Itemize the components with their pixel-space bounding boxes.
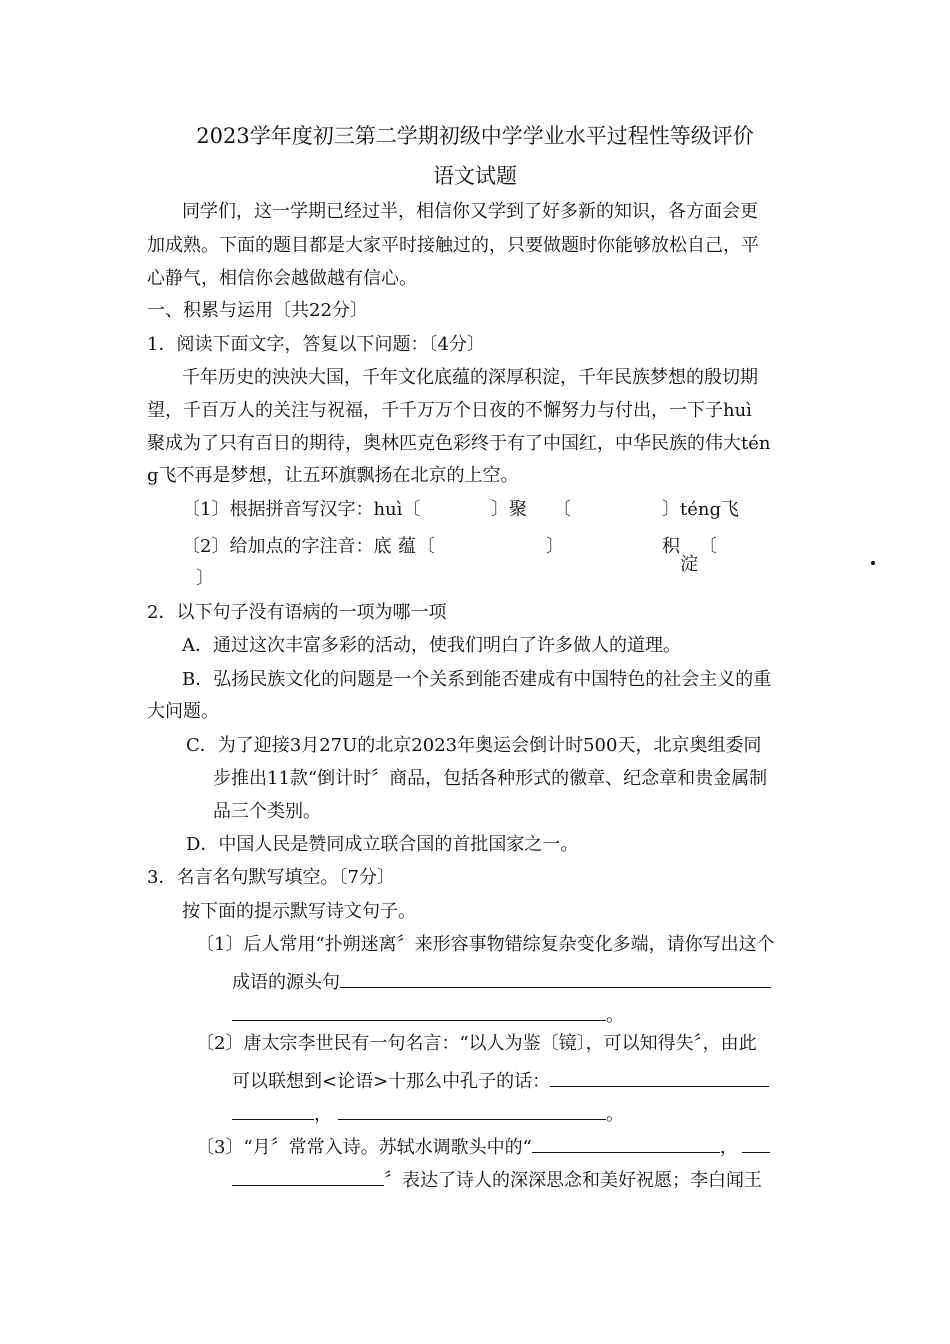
q1-passage-line-1: 千年历史的泱泱大国，千年文化底蕴的深厚积淀，千年民族梦想的殷切期 xyxy=(182,367,758,388)
q3-item1-prompt: 成语的源头句 xyxy=(232,972,340,993)
q3-item1-line-3 xyxy=(232,1002,624,1025)
answer-blank[interactable] xyxy=(340,969,771,988)
q1-sub2-dotted-char-2: 淀 xyxy=(680,556,950,574)
q1-sub2-dotted-char-1: 蕴 xyxy=(398,538,950,556)
q3-item2-line-2 xyxy=(232,1068,769,1091)
q3-item3-comma: ， xyxy=(719,1137,738,1158)
exam-subtitle: 语文试题 xyxy=(433,164,517,188)
answer-blank[interactable] xyxy=(338,1101,606,1120)
q2-option-c-line-3: 品三个类别。 xyxy=(213,801,321,822)
q2-option-b-line-2: 大问题。 xyxy=(147,701,219,722)
q1-stem: 1．阅读下面文字，答复以下问题：〔4分〕 xyxy=(147,334,485,355)
q3-item2-comma: ， xyxy=(314,1104,332,1125)
exam-title: 2023学年度初三第二学期初级中学学业水平过程性等级评价 xyxy=(196,124,754,148)
q2-option-c-line-1: C．为了迎接3月27U的北京2023年奥运会倒计时500天，北京奥组委同 xyxy=(186,735,762,756)
answer-blank[interactable] xyxy=(232,1167,384,1186)
q1-sub2-open1: 〔 xyxy=(417,536,435,557)
q3-item2-period: 。 xyxy=(606,1104,624,1125)
q1-sub2-word2: 积 xyxy=(662,536,680,557)
q3-item3-prompt: 〔3〕“月〞常常入诗。苏轼水调歌头中的“ xyxy=(196,1137,532,1158)
answer-blank[interactable] xyxy=(532,1134,720,1153)
q2-option-c-line-2: 步推出11款“倒计时〞商品，包括各种形式的徽章、纪念章和贵金属制 xyxy=(213,768,768,789)
q1-passage-line-2: 望，千百万人的关注与祝福，千千万万个日夜的不懈努力与付出，一下子huì xyxy=(147,400,752,421)
q3-item3-line-2 xyxy=(232,1167,762,1190)
q3-item2-line-3 xyxy=(232,1101,624,1124)
q3-item1-line-2 xyxy=(232,969,771,992)
q1-sub2-close1: 〕 xyxy=(546,536,564,557)
q3-item1-line-1: 〔1〕后人常用“扑朔迷离〞来形容事物错综复杂变化多端，请你写出这个 xyxy=(196,934,775,955)
answer-blank[interactable] xyxy=(550,1068,769,1087)
q1-sub2-close2: 〕 xyxy=(196,568,214,589)
q1-sub1-open2: 〔 xyxy=(553,499,571,520)
q1-sub1-label: 〔1〕根据拼音写汉字：huì〔 xyxy=(182,499,421,520)
q1-passage-line-4: g飞不再是梦想，让五环旗飘扬在北京的上空。 xyxy=(147,465,519,486)
q1-sub1-end: 〕téng飞 xyxy=(662,499,740,520)
q3-item3-line-1 xyxy=(196,1134,770,1157)
q1-sub1-mid: 〕聚 xyxy=(491,499,527,520)
q2-option-d: D．中国人民是赞同成立联合国的首批国家之一。 xyxy=(186,834,579,855)
q3-instruction: 按下面的提示默写诗文句子。 xyxy=(182,901,416,922)
q2-stem: 2．以下句子没有语病的一项为哪一项 xyxy=(147,602,447,623)
q1-sub2-open2: 〔 xyxy=(699,536,717,557)
q3-stem: 3．名言名句默写填空。〔7分〕 xyxy=(147,867,395,888)
answer-blank[interactable] xyxy=(742,1134,770,1153)
answer-blank[interactable] xyxy=(232,1101,314,1120)
q2-option-a: A．通过这次丰富多彩的活动，使我们明白了许多做人的道理。 xyxy=(182,635,681,656)
section-heading: 一、积累与运用〔共22分〕 xyxy=(147,300,368,321)
q3-item3-rest: 〞表达了诗人的深深思念和美好祝愿；李白闻王 xyxy=(384,1170,762,1191)
intro-line-1: 同学们，这一学期已经过半，相信你又学到了好多新的知识，各方面会更 xyxy=(182,201,758,222)
answer-blank[interactable] xyxy=(232,1002,606,1021)
intro-line-2: 加成熟。下面的题目都是大家平时接触过的，只要做题时你能够放松自己，平 xyxy=(147,235,759,256)
q3-item1-period: 。 xyxy=(606,1005,624,1026)
q3-item2-line-1: 〔2〕唐太宗李世民有一句名言：“以人为鉴〔镜〕，可以知得失〞，由此 xyxy=(196,1033,757,1054)
q1-sub2-label: 〔2〕给加点的字注音：底 xyxy=(182,536,392,557)
intro-line-3: 心静气，相信你会越做越有信心。 xyxy=(147,268,417,289)
q2-option-b-line-1: B．弘扬民族文化的问题是一个关系到能否建成有中国特色的社会主义的重 xyxy=(182,669,772,690)
q3-item2-prompt: 可以联想到<论语>十那么中孔子的话： xyxy=(232,1071,551,1092)
q1-passage-line-3: 聚成为了只有百日的期待，奥林匹克色彩终于有了中国红，中华民族的伟大tén xyxy=(147,433,771,454)
